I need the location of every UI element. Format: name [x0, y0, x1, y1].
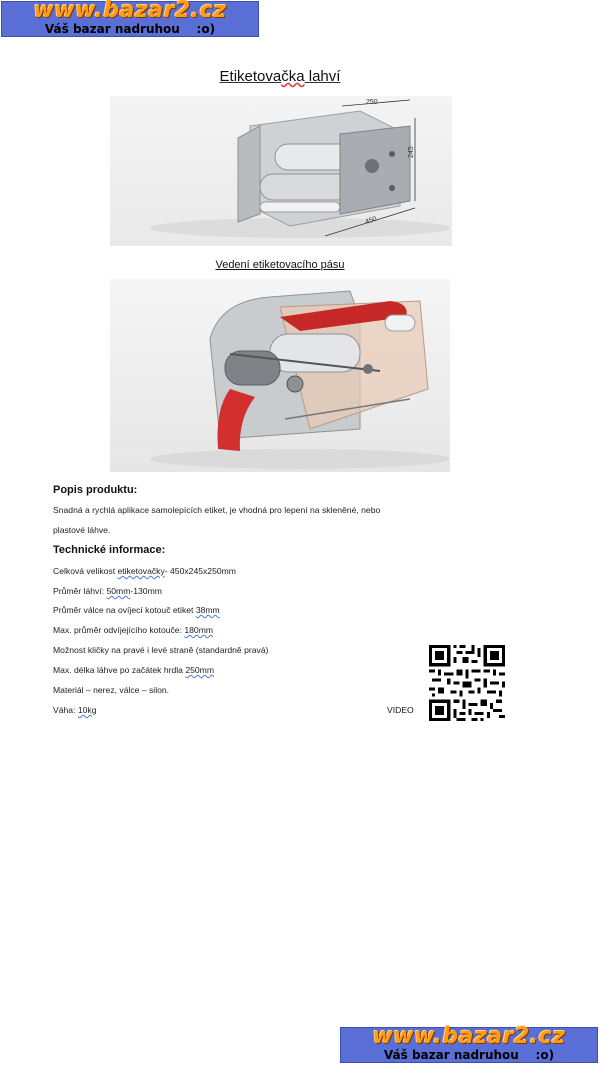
- spec-weight: [53, 705, 97, 715]
- description-heading: Popis produktu:: [53, 484, 138, 496]
- photo-caption: [110, 259, 450, 271]
- qr-code-icon[interactable]: [429, 645, 505, 721]
- dim-height: 245: [408, 146, 415, 158]
- title-part-1: Etiketova: [219, 68, 282, 85]
- spec-roll-value: 38mm: [195, 605, 220, 615]
- spec-size-value: - 450x245x250mm: [164, 566, 236, 576]
- label-strip-photo: [110, 279, 450, 472]
- spec-length-value: 250mm: [185, 665, 214, 675]
- spec-size: [53, 566, 236, 576]
- caption-text: Vedení etiketovacího pásu: [215, 259, 345, 271]
- spec-bottle-max: -130mm: [130, 586, 162, 596]
- spec-length-label: Max. délka láhve po začátek hrdla: [53, 665, 186, 675]
- spec-reel-label: Max. průměr odvíjejícího kotouče:: [53, 625, 185, 635]
- spec-size-word: etiketovačky: [117, 566, 165, 576]
- banner-url: www.bazar2.cz: [372, 1024, 566, 1049]
- labeler-dimension-photo: [110, 96, 452, 246]
- document-title: [0, 68, 560, 85]
- description-line-2: plastové láhve.: [53, 525, 111, 535]
- banner-tagline: Váš bazar nadruhou :o): [44, 22, 216, 36]
- description-line-1: Snadná a rychlá aplikace samolepících etiket, je vhodná pro lepení na skleněné, nebo: [53, 505, 381, 515]
- spec-bottle-length: [53, 665, 214, 675]
- title-part-2: čka: [281, 68, 305, 85]
- title-part-3: lahví: [304, 68, 341, 85]
- bazar-banner-top[interactable]: [1, 1, 259, 37]
- banner-url: www.bazar2.cz: [33, 0, 227, 23]
- video-label: VIDEO: [387, 705, 414, 715]
- tech-info-heading: Technické informace:: [53, 544, 166, 556]
- spec-weight-value: 10kg: [77, 705, 97, 715]
- spec-reel-value: 180mm: [184, 625, 214, 635]
- spec-roll-label: Průměr válce na ovíjecí kotouč etiket: [53, 605, 196, 615]
- spec-material: Materiál – nerez, válce – silon.: [53, 685, 170, 695]
- spec-reel-diameter: [53, 625, 213, 635]
- banner-tagline: Váš bazar nadruhou :o): [383, 1048, 555, 1062]
- spec-size-label: Celková velikost: [53, 566, 118, 576]
- label-strip-render-image: [110, 279, 450, 472]
- spec-bottle-diameter: [53, 586, 162, 596]
- dim-width: 250: [366, 99, 378, 106]
- labeler-render-image: [110, 96, 452, 246]
- spec-roll-diameter: [53, 605, 220, 615]
- spec-handle: Možnost kličky na pravé i levé straně (standardně pravá): [53, 645, 269, 655]
- dim-depth: 450: [364, 215, 378, 226]
- spec-bottle-label: Průměr láhví:: [53, 586, 107, 596]
- spec-weight-label: Váha:: [53, 705, 78, 715]
- spec-bottle-min: 50mm: [106, 586, 131, 596]
- bazar-banner-bottom[interactable]: [340, 1024, 598, 1063]
